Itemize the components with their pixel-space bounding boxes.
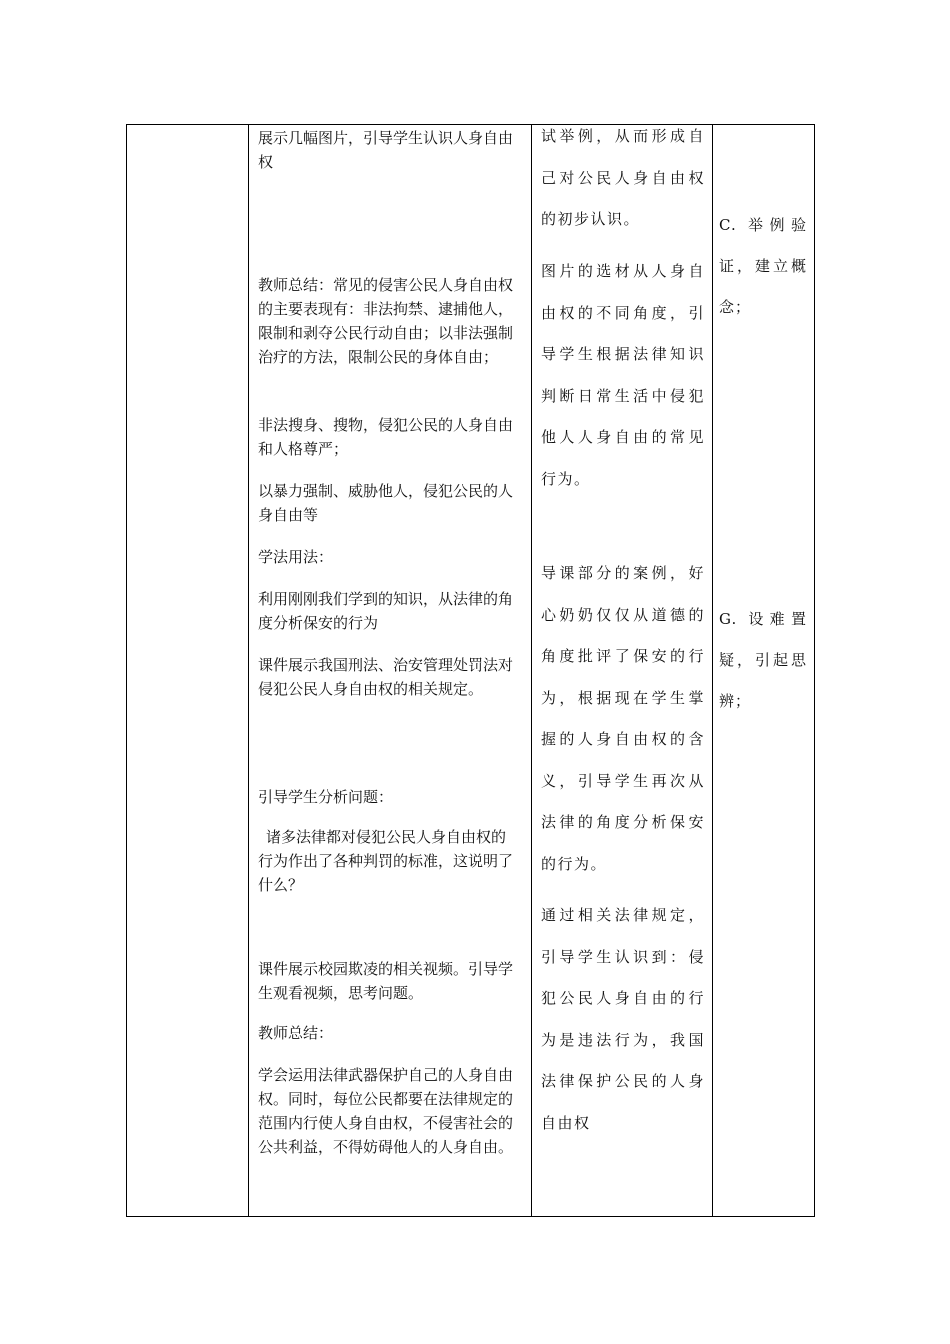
activity-paragraph: 诸多法律都对侵犯公民人身自由权的行为作出了各种判罚的标准，这说明了什么？ bbox=[258, 828, 514, 894]
activity-paragraph: 利用刚刚我们学到的知识，从法律的角度分析保安的行为 bbox=[258, 590, 514, 632]
intent-paragraph: 导课部分的案例，好心奶奶仅仅从道德的角度批评了保安的行为，根据现在学生掌握的人身自由权的含义，引导学生再次从法律的角度分析保安的行为。 bbox=[541, 564, 705, 873]
activity-paragraph: 学会运用法律武器保护自己的人身自由权。同时，每位公民都要在法律规定的范围内行使人身自由权，不侵害社会的公共利益，不得妨碍他人的人身自由。 bbox=[258, 1066, 514, 1156]
method-column bbox=[712, 125, 814, 1216]
activity-paragraph: 教师总结：常见的侵害公民人身自由权的主要表现有：非法拘禁、逮捕他人，限制和剥夺公民行动自由；以非法强制治疗的方法，限制公民的身体自由； bbox=[258, 276, 514, 366]
method-paragraph: G. 设难置疑，引起思辨； bbox=[719, 610, 807, 710]
activity-paragraph: 学法用法： bbox=[258, 548, 334, 566]
intent-paragraph: 试举例，从而形成自己对公民人身自由权的初步认识。 bbox=[541, 127, 705, 228]
activity-paragraph: 课件展示校园欺凌的相关视频。引导学生观看视频，思考问题。 bbox=[258, 960, 514, 1002]
stage-column bbox=[127, 125, 248, 1216]
activity-paragraph: 展示几幅图片，引导学生认识人身自由权 bbox=[258, 129, 514, 171]
intent-paragraph: 通过相关法律规定，引导学生认识到：侵犯公民人身自由的行为是违法行为，我国法律保护公民的人身自由权 bbox=[541, 906, 705, 1132]
activity-paragraph: 教师总结： bbox=[258, 1024, 334, 1042]
method-paragraph: C. 举例验证，建立概念； bbox=[719, 216, 807, 316]
activity-paragraph: 以暴力强制、威胁他人，侵犯公民的人身自由等 bbox=[258, 482, 514, 524]
activity-paragraph: 引导学生分析问题： bbox=[258, 788, 394, 806]
activity-paragraph: 非法搜身、搜物，侵犯公民的人身自由和人格尊严； bbox=[258, 416, 514, 458]
lesson-plan-table bbox=[126, 124, 815, 1217]
intent-paragraph: 图片的选材从人身自由权的不同角度，引导学生根据法律知识判断日常生活中侵犯他人人身自由的常见行为。 bbox=[541, 262, 705, 488]
activity-paragraph: 课件展示我国刑法、治安管理处罚法对侵犯公民人身自由权的相关规定。 bbox=[258, 656, 514, 698]
design-intent-column bbox=[531, 125, 712, 1216]
teacher-activity-column bbox=[248, 125, 531, 1216]
